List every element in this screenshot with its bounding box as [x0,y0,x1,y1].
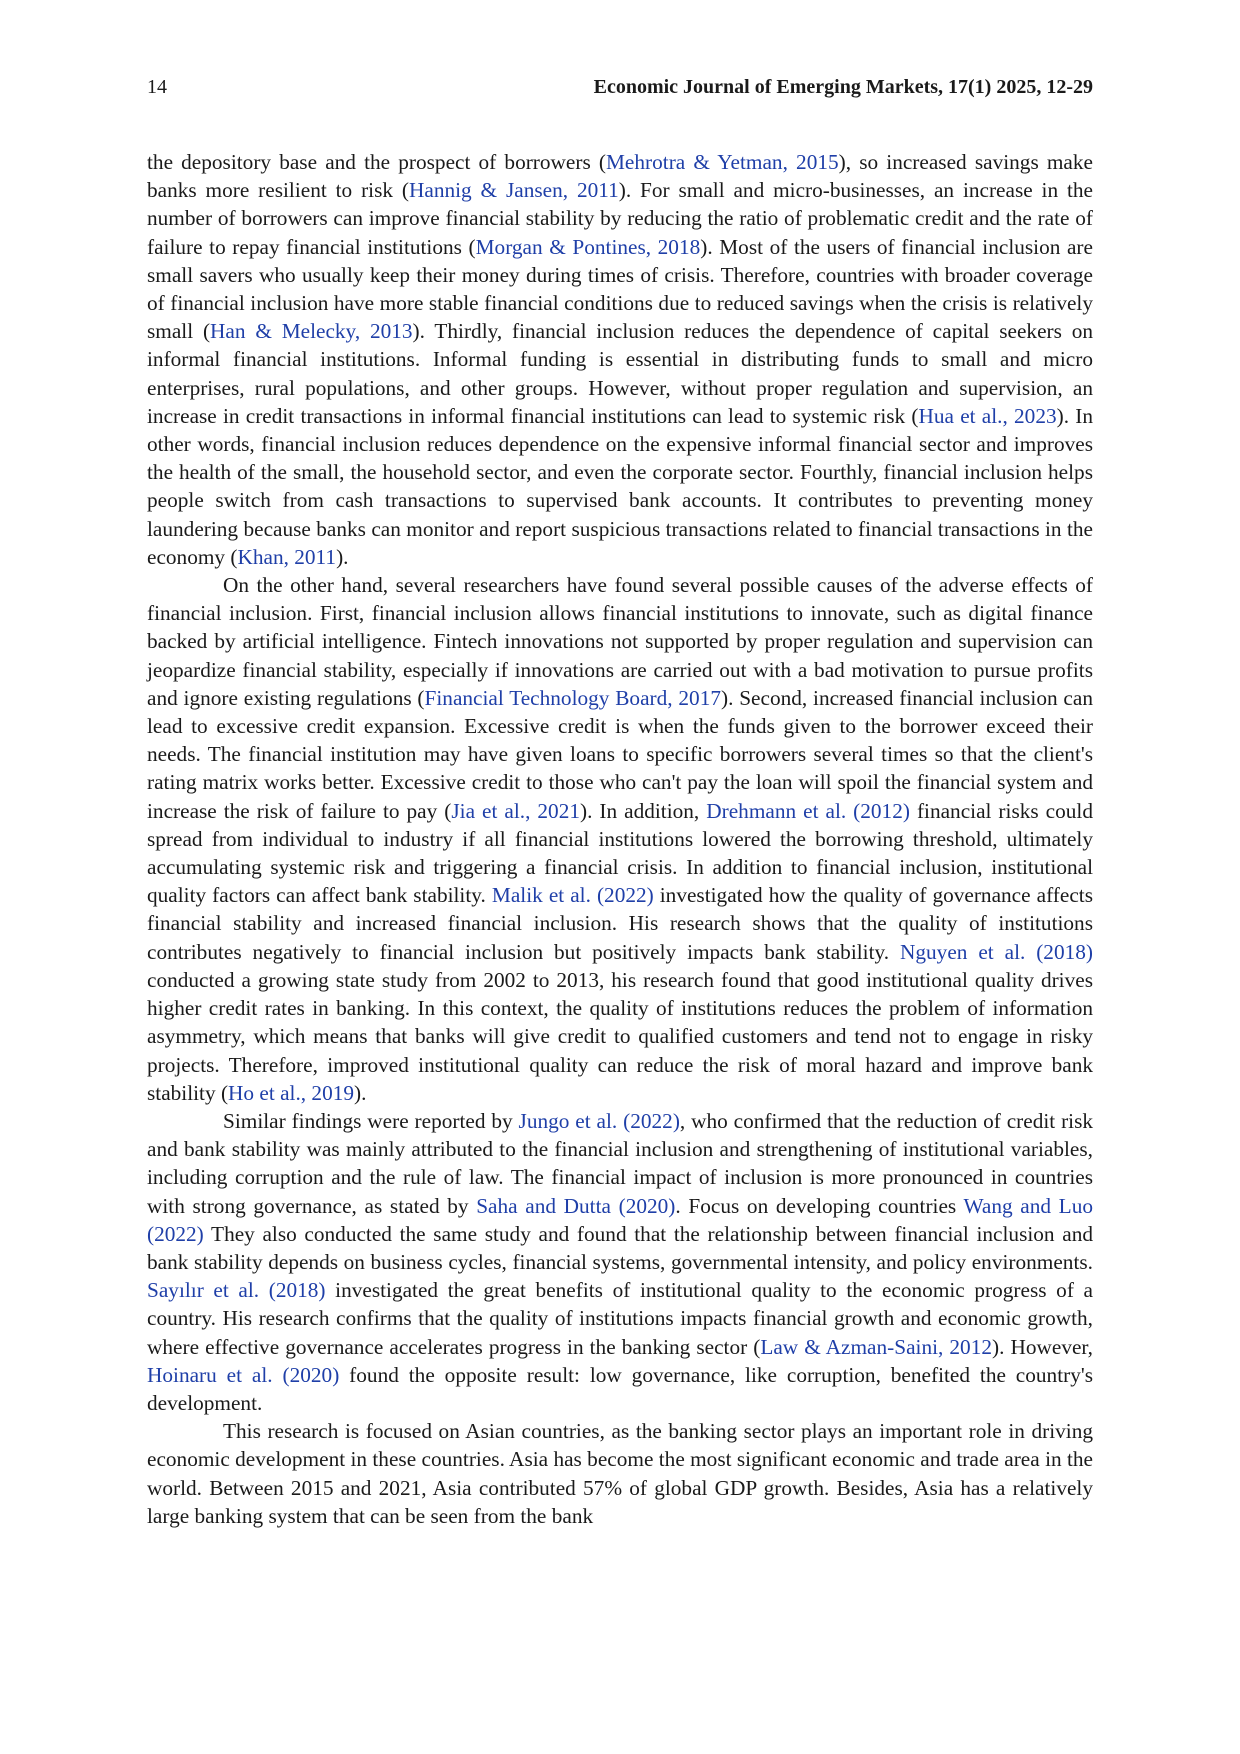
paragraph-text: investigated how the quality of governance affects financial stability and increased financial inclusion. His research shows that the quality of institutions contributes negatively to financial inclusion but positively impacts bank stability. [147,883,1093,964]
citation-link[interactable]: Mehrotra & Yetman, 2015 [606,150,839,174]
paragraph-text: ). [354,1080,367,1105]
citation-link[interactable]: Hannig & Jansen, 2011 [408,178,619,203]
paragraph-text: They also conducted the same study and found that the relationship between financial inclusion and bank stability depends on business cycles, financial systems, governmental intensity, and policy environments. [147,1221,1093,1274]
paragraph-text: Similar findings were reported by [223,1108,519,1133]
paragraph-text: ). In other words, financial inclusion reduces dependence on the expensive informal financial sector and improves the health of the small, the household sector, and even the corporate sector. Fourthly, financial inclusion helps people switch from cash transactions to supervised bank accounts. It contributes to preventing money laundering because banks can monitor and report suspicious transactions related to financial transactions in the economy ( [147,403,1093,569]
citation-link[interactable]: Han & Melecky, 2013 [210,319,413,344]
journal-citation: Economic Journal of Emerging Markets, 17(1) 2025, 12-29 [593,76,1093,98]
citation-link[interactable]: Saha and Dutta (2020) [476,1193,676,1218]
citation-link[interactable]: Nguyen et al. (2018) [900,939,1093,964]
paragraph-text: investigated the great benefits of institutional quality to the economic progress of a country. His research confirms that the quality of institutions impacts financial growth and economic growth, where effective governance accelerates progress in the banking sector ( [147,1278,1093,1359]
citation-link[interactable]: Drehmann et al. (2012) [706,798,910,823]
citation-link[interactable]: Ho et al., 2019 [228,1080,355,1105]
paragraph-text: This research is focused on Asian countries, as the banking sector plays an important role in driving economic development in these countries. Asia has become the most significant economic and trade area in the world. Between 2015 and 2021, Asia contributed 57% of global GDP growth. Besides, Asia has a relatively large banking system that can be seen from the bank [147,1419,1093,1528]
paragraph-text: ). [336,544,349,569]
paragraph-text: ), so increased savings make banks more resilient to risk ( [147,150,1093,203]
citation-link[interactable]: Jia et al., 2021 [451,798,580,823]
paragraph [147,1107,1093,1417]
paragraph-text: ). In addition, [580,798,707,823]
citation-link[interactable]: Malik et al. (2022) [491,883,654,908]
body-text [147,148,1093,1530]
paragraph-text: , who confirmed that the reduction of credit risk and bank stability was mainly attributed to the financial inclusion and strengthening of institutional variables, including corruption and the rule of law. The financial impact of inclusion is more pronounced in countries with strong governance, as stated by [147,1108,1094,1218]
citation-link[interactable]: Khan, 2011 [237,544,337,569]
paragraph [147,1417,1093,1530]
paragraph-text: found the opposite result: low governance, like corruption, benefited the country's development. [147,1362,1093,1415]
paragraph-text: ). However, [992,1334,1093,1359]
page-number: 14 [147,76,167,98]
paragraph [147,571,1093,1107]
paragraph-text: ). Most of the users of financial inclusion are small savers who usually keep their money during times of crisis. Therefore, countries with broader coverage of financial inclusion have more stable financial conditions due to reduced savings when the crisis is relatively small ( [147,234,1093,344]
citation-link[interactable]: Sayılır et al. (2018) [147,1278,326,1303]
paragraph-text: ). Thirdly, financial inclusion reduces the dependence of capital seekers on informal financial institutions. Informal funding is essential in distributing funds to small and micro enterprises, rural populations, and other groups. However, without proper regulation and supervision, an increase in credit transactions in informal financial institutions can lead to systemic risk ( [147,319,1094,428]
citation-link[interactable]: Hua et al., 2023 [918,403,1057,428]
paragraph-text: . Focus on developing countries [675,1193,964,1218]
citation-link[interactable]: Hoinaru et al. (2020) [147,1362,340,1387]
citation-link[interactable]: Morgan & Pontines, 2018 [475,234,701,259]
paragraph-text: the depository base and the prospect of borrowers ( [147,150,606,174]
citation-link[interactable]: Wang and Luo (2022) [147,1193,1093,1246]
paragraph-text: conducted a growing state study from 2002 to 2013, his research found that good institutional quality drives higher credit rates in banking. In this context, the quality of institutions reduces the problem of information asymmetry, which means that banks will give credit to qualified customers and tend not to engage in risky projects. Therefore, improved institutional quality can reduce the risk of moral hazard and improve bank stability ( [147,967,1093,1105]
running-header [147,72,1093,102]
citation-link[interactable]: Jungo et al. (2022) [518,1108,680,1133]
paragraph-text: On the other hand, several researchers have found several possible causes of the adverse effects of financial inclusion. First, financial inclusion allows financial institutions to innovate, such as digital finance backed by artificial intelligence. Fintech innovations not supported by proper regulation and supervision can jeopardize financial stability, especially if innovations are carried out with a bad motivation to pursue profits and ignore existing regulations ( [147,573,1093,710]
paragraph-text: financial risks could spread from individual to industry if all financial institutions lowered the borrowing threshold, ultimately accumulating systemic risk and triggering a financial crisis. In addition to financial inclusion, institutional quality factors can affect bank stability. [147,798,1093,908]
paragraph-text: ). For small and micro-businesses, an increase in the number of borrowers can improve financial stability by reducing the ratio of problematic credit and the rate of failure to repay financial institutions ( [147,178,1094,259]
citation-link[interactable]: Law & Azman-Saini, 2012 [760,1334,992,1359]
citation-link[interactable]: Financial Technology Board, 2017 [424,685,721,710]
paragraph-text: ). Second, increased financial inclusion can lead to excessive credit expansion. Excessive credit is when the funds given to the borrower exceed their needs. The financial institution may have given loans to specific borrowers several times so that the client's rating matrix works better. Excessive credit to those who can't pay the loan will spoil the financial system and increase the risk of failure to pay ( [147,685,1093,823]
paragraph [147,148,1093,571]
